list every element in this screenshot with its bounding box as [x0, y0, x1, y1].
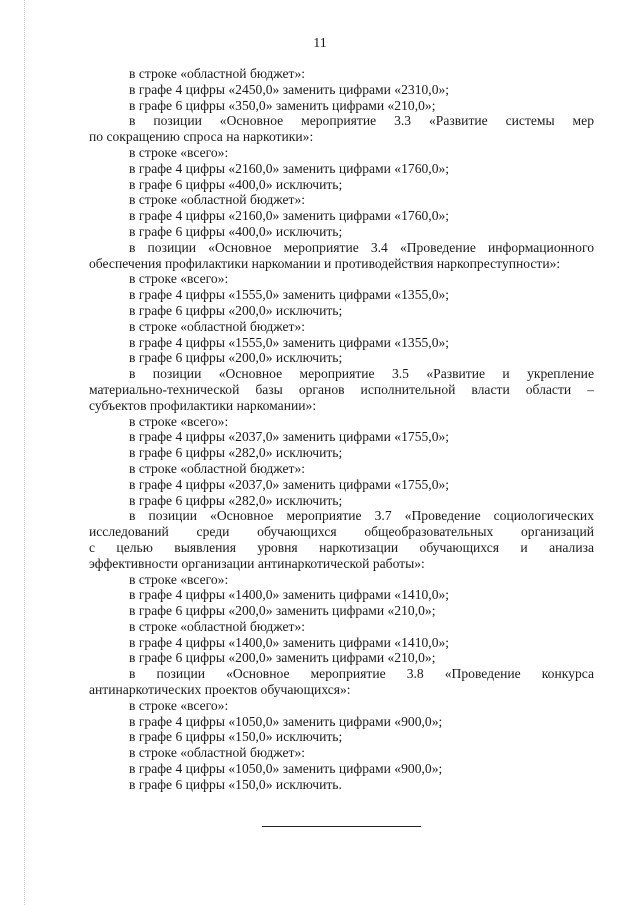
scan-edge-line	[24, 0, 25, 905]
text-line: в строке «всего»:	[129, 271, 229, 287]
text-line: в графе 4 цифры «2037,0» заменить цифрами «1755,0»;	[129, 476, 450, 492]
text-line: в графе 4 цифры «1555,0» заменить цифрами «1355,0»;	[129, 334, 450, 350]
text-line: в строке «областной бюджет»:	[129, 66, 306, 81]
text-line: в строке «областной бюджет»:	[129, 460, 306, 476]
text-line: в позиции «Основное мероприятие 3.5 «Развитие и укрепление	[129, 366, 594, 382]
text-line: в графе 4 цифры «1400,0» заменить цифрами «1410,0»;	[129, 587, 450, 603]
text-line: в графе 4 цифры «1050,0» заменить цифрами «900,0»;	[129, 713, 443, 729]
page-number: 11	[313, 36, 327, 51]
text-line: в строке «всего»:	[129, 697, 229, 713]
text-line: по сокращению спроса на наркотики»:	[89, 129, 314, 145]
text-line: эффективности организации антинаркотической работы»:	[89, 555, 425, 571]
text-line: субъектов профилактики наркомании»:	[89, 397, 317, 413]
text-line: в графе 6 цифры «150,0» исключить;	[129, 729, 343, 745]
text-line: в строке «областной бюджет»:	[129, 192, 306, 208]
text-line: в графе 4 цифры «2450,0» заменить цифрами «2310,0»;	[129, 81, 450, 97]
text-line: в графе 6 цифры «400,0» исключить;	[129, 176, 343, 192]
text-line: в графе 4 цифры «1050,0» заменить цифрами «900,0»;	[129, 761, 443, 777]
text-line: материально-технической базы органов исполнительной власти области –	[89, 381, 594, 397]
text-line: с целью выявления уровня наркотизации обучающихся и анализа	[89, 539, 594, 555]
text-line: в позиции «Основное мероприятие 3.3 «Развитие системы мер	[129, 113, 594, 129]
text-line: обеспечения профилактики наркомании и противодействия наркопреступности»:	[89, 255, 561, 271]
text-line: исследований среди обучающихся общеобразовательных организаций	[89, 524, 594, 540]
text-line: в графе 6 цифры «200,0» заменить цифрами «210,0»;	[129, 650, 436, 666]
text-line: в графе 6 цифры «400,0» исключить;	[129, 223, 343, 239]
text-line: в графе 4 цифры «1555,0» заменить цифрами «1355,0»;	[129, 287, 450, 303]
text-line: в строке «областной бюджет»:	[129, 745, 306, 761]
text-line: в графе 4 цифры «1400,0» заменить цифрами «1410,0»;	[129, 634, 450, 650]
text-line: в графе 4 цифры «2160,0» заменить цифрами «1760,0»;	[129, 208, 450, 224]
text-line: в графе 6 цифры «282,0» исключить;	[129, 492, 343, 508]
text-line: в строке «всего»:	[129, 413, 229, 429]
text-line: в графе 6 цифры «282,0» исключить;	[129, 445, 343, 461]
text-line: в графе 6 цифры «200,0» исключить;	[129, 302, 343, 318]
text-line: в строке «всего»:	[129, 144, 229, 160]
text-line: в графе 6 цифры «200,0» заменить цифрами «210,0»;	[129, 603, 436, 619]
text-line: в позиции «Основное мероприятие 3.8 «Проведение конкурса	[129, 666, 594, 682]
text-line: антинаркотических проектов обучающихся»:	[89, 682, 351, 698]
text-line: в графе 4 цифры «2037,0» заменить цифрами «1755,0»;	[129, 429, 450, 445]
text-line: в позиции «Основное мероприятие 3.7 «Проведение социологических	[129, 508, 594, 524]
closing-separator-line	[262, 826, 421, 827]
text-line: в графе 6 цифры «150,0» исключить.	[129, 776, 342, 792]
text-line: в позиции «Основное мероприятие 3.4 «Проведение информационного	[129, 239, 594, 255]
text-line: в строке «областной бюджет»:	[129, 618, 306, 634]
document-body	[89, 66, 594, 793]
text-line: в строке «всего»:	[129, 571, 229, 587]
text-line: в графе 6 цифры «350,0» заменить цифрами «210,0»;	[129, 97, 436, 113]
text-line: в строке «областной бюджет»:	[129, 318, 306, 334]
text-line: в графе 6 цифры «200,0» исключить;	[129, 350, 343, 366]
text-line: в графе 4 цифры «2160,0» заменить цифрами «1760,0»;	[129, 160, 450, 176]
